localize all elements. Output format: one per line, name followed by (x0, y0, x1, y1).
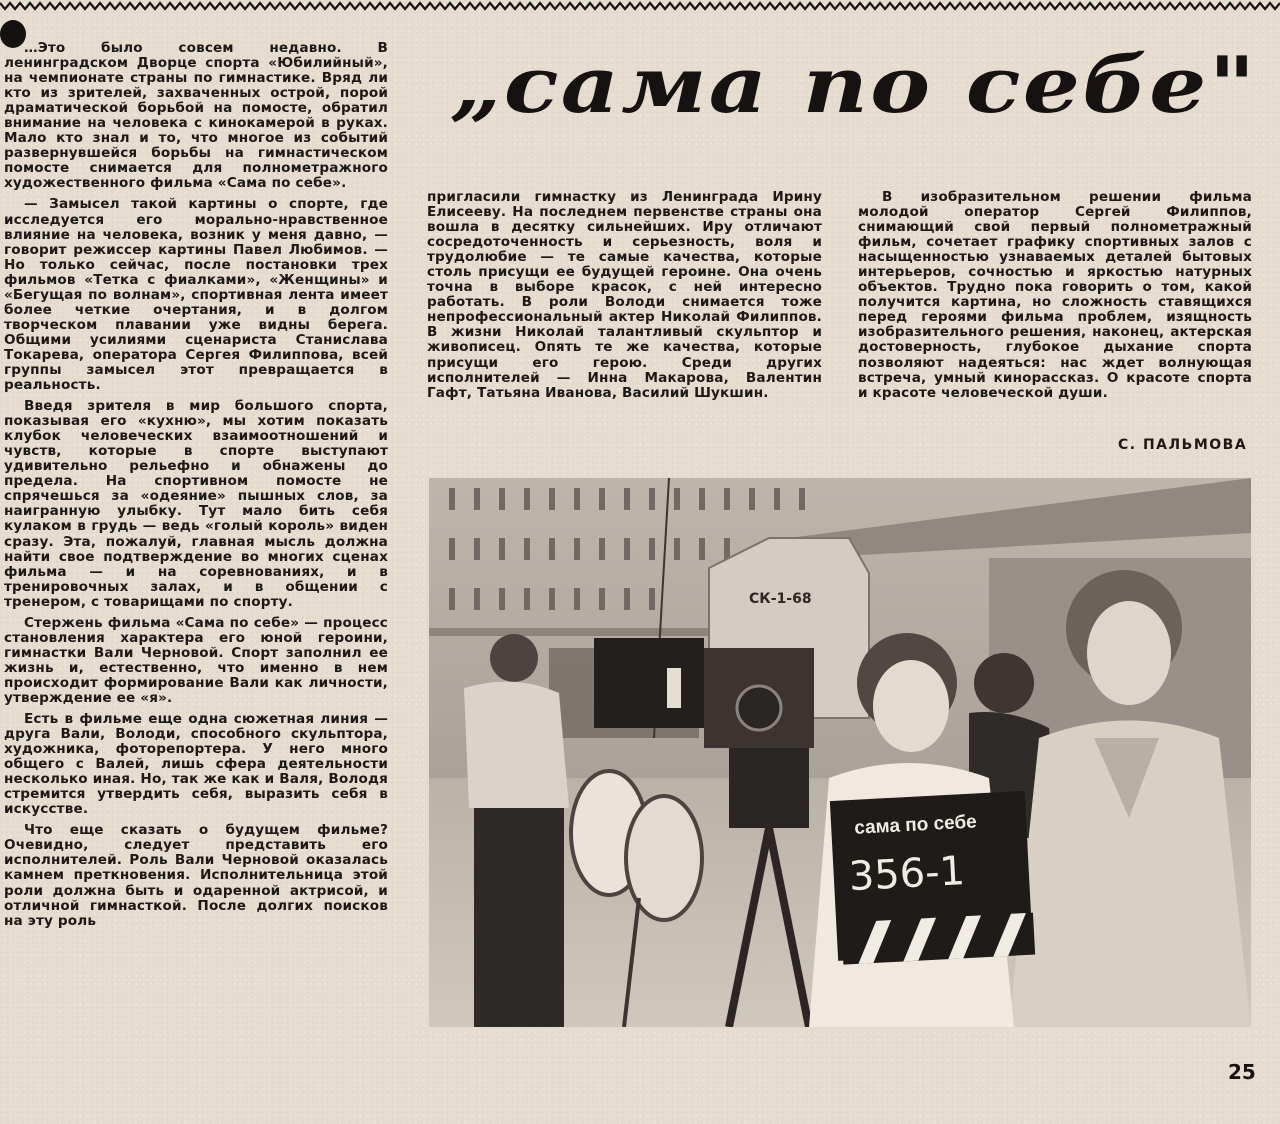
clapperboard (830, 791, 1035, 965)
film-set-photo (429, 478, 1251, 1027)
paragraph: Что еще сказать о будущем фильме? Очевидно, следует представить его исполнителей. Роль Вали Черновой оказалась камнем преткновения. Исполнительница этой роли должна быть и одаренной актрисой, и отличной гимнасткой. После долгих поисков на эту роль (4, 822, 388, 929)
article-column-3 (858, 190, 1252, 401)
camera-label: СК-1-68 (749, 591, 812, 607)
paragraph: …Это было совсем недавно. В ленинградском Дворце спорта «Юбилийный», на чемпионате страны по гимнастике. Вряд ли кто из зрителей, захваченных острой, порой драматической борьбой на помосте, обратил внимание на человека с кинокамерой в руках. Мало кто знал и то, что многое из событий развернувшейся борьбы на гимнастическом помосте снимается для полнометражного художественного фильма «Сама по себе». (4, 40, 388, 192)
article-column-1 (4, 41, 388, 929)
paragraph: Есть в фильме еще одна сюжетная линия — друга Вали, Володи, способного скульптора, художника, фоторепортера. У него много общего с Валей, лишь сфера деятельности несколько иная. Но, так же как и Валя, Володя стремится утвердить себя, выразить себя в искусстве. (4, 711, 388, 818)
paragraph: В изобразительном решении фильма молодой оператор Сергей Филиппов, снимающий свой первый полнометражный фильм, сочетает графику спортивных залов с насыщенностью узнаваемых деталей бытовых интерьеров, сочностью и яркостью натурных объектов. Трудно пока говорить о том, какой получится картина, но сложность ставящихся перед героями фильма проблем, изящность изобразительного решения, наконец, актерская достоверность, глубокое дыхание спорта позволяют надеяться: нас ждет волнующая встреча, умный кинорассказ. О красоте спорта и красоте человеческой души. (858, 189, 1252, 401)
paragraph: — Замысел такой картины о спорте, где исследуется его морально-нравственное влияние на человека, возник у меня давно, — говорит режиссер картины Павел Любимов. — Но только сейчас, после постановки трех фильмов «Тетка с фиалками», «Женщины» и «Бегущая по волнам», спортивная лента имеет более четкие очертания, и в долгом творческом плавании уже видны берега. Общими усилиями сценариста Станислава Токарева, оператора Сергея Филиппова, всей группы замысел этот превращается в реальность. (4, 196, 388, 394)
clapperboard-title: сама по себе (853, 811, 978, 839)
article-title: „сама по себе" (450, 40, 1258, 131)
author-byline: С. ПАЛЬМОВА (1118, 437, 1248, 453)
paragraph: Введя зрителя в мир большого спорта, показывая его «кухню», мы хотим показать клубок человеческих взаимоотношений и чувств, которые в спорте выступают удивительно рельефно и обнажены до предела. На спортивном помосте не спрячешься за «одеяние» пышных слов, за наигранную улыбку. Тут мало бить себя кулаком в грудь — ведь «голый король» виден сразу. Эта, пожалуй, главная мысль должна найти свое подтверждение во многих сценах фильма — и на соревнованиях, и в тренировочных залах, и в общении с тренером, с товарищами по спорту. (4, 398, 388, 610)
paragraph: пригласили гимнастку из Ленинграда Ирину Елисееву. На последнем первенстве страны она вошла в десятку сильнейших. Иру отличают сосредоточенность и серьезность, воля и трудолюбие — те самые качества, которые столь присущи ее будущей героине. Она очень точна в выборе красок, с ней интересно работать. В роли Володи снимается тоже непрофессиональный актер Николай Филиппов. В жизни Николай талантливый скульптор и живописец. Опять те же качества, которые присущи его герою. Среди других исполнителей — Инна Макарова, Валентин Гафт, Татьяна Иванова, Василий Шукшин. (427, 189, 822, 401)
clapperboard-number: 356-1 (847, 848, 967, 901)
photo-illustration (429, 478, 1251, 1027)
paragraph: Стержень фильма «Сама по себе» — процесс становления характера его юной героини, гимнастки Вали Черновой. Спорт заполнил ее жизнь и, естественно, что именно в нем происходит формирование Вали как личности, утверждение ее «я». (4, 614, 388, 706)
page-number: 25 (1228, 1060, 1256, 1084)
zigzag-border (0, 0, 1280, 12)
article-column-2 (427, 190, 822, 401)
